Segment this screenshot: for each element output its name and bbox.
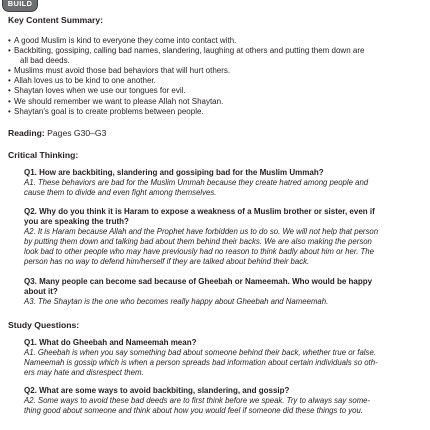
study-question-1 — [24, 338, 419, 378]
answer-line: by putting them down and talking bad about them behind their backs. We are also making the person — [24, 237, 372, 247]
question-line: about it? — [24, 287, 58, 297]
summary-bullet-text: Backbiting, gossiping, calling bad names, slandering, laughing at others and putting them down are — [14, 46, 365, 56]
answer-line: A3. The Shaytan is the one who becomes really happy about Gheebah and Nameemah. — [24, 297, 329, 307]
reading-line — [8, 128, 106, 138]
question-line: you are speaking the truth? — [24, 217, 129, 227]
critical-thinking-heading: Critical Thinking: — [8, 150, 79, 160]
answer-line: look bad to other people who may have previously had no reason to think badly about him or her. The — [24, 247, 374, 257]
critical-question-3 — [24, 277, 419, 307]
answer-line: A1. Gheebah is when you say something bad about someone behind their back, whether true or false. — [24, 348, 376, 358]
critical-question-1 — [24, 168, 419, 198]
summary-bullet: • Allah loves us to be kind to one another. — [8, 76, 423, 86]
answer-line: A2. It is Haram because Allah and the Prophet have forbidden us to do so. We will not help that person — [24, 227, 379, 237]
summary-bullet — [8, 46, 423, 66]
question-line: Q3. Many people can become sad because of Gheebah or Nameemah. Who would be happy — [24, 277, 373, 286]
summary-bullet: • We should remember we want to please Allah not Shaytan. — [8, 97, 423, 107]
answer-line: cause them to divide and even fight among themselves. — [24, 188, 217, 198]
critical-question-2 — [24, 207, 419, 267]
summary-bullet: • Shaytan loves when we use our tongues for evil. — [8, 86, 423, 96]
summary-bullet: • A good Muslim is kind to everyone they come into contact with. — [8, 36, 423, 46]
study-question-2 — [24, 386, 419, 416]
answer-line: A1. These behaviors are bad for the Muslim Ummah because they create hatred among people and — [24, 178, 369, 188]
reading-pages: Pages G30–G3 — [47, 128, 107, 138]
reading-label: Reading: — [8, 128, 45, 138]
summary-bullet: • Muslims must avoid those bad behaviors that will hurt others. — [8, 66, 423, 76]
build-tab: BUILD — [2, 0, 38, 12]
question-line: Q1. How are backbiting, slandering and gossiping bad for the Muslim Ummah? — [24, 168, 324, 177]
summary-heading: Key Content Summary: — [8, 15, 104, 25]
study-questions-heading: Study Questions: — [8, 320, 80, 330]
answer-line: A2. Some ways to avoid these bad deeds are to first think before we speak. Try to always say some- — [24, 396, 371, 406]
answer-line: thing good about someone and think about how you would feel if someone did these things to you. — [24, 406, 363, 416]
answer-line: Nameemah is gossip which is when a person spreads bad information about certain individuals so oth- — [24, 358, 378, 368]
summary-bullet: • Shaytan's goal is to create problems between people. — [8, 107, 423, 117]
summary-list — [8, 36, 423, 117]
answer-line: ers may hate and disrespect them. — [24, 368, 144, 378]
answer-line: person has no way to defend him/herself if they are talked about behind their back. — [24, 257, 310, 267]
question-line: Q2. Why do you think it is Haram to expose a weakness of a Muslim brother or sister, even if — [24, 207, 375, 216]
summary-bullet-continuation: all bad deeds. — [20, 56, 70, 66]
question-line: Q1. What do Gheebah and Nameemah mean? — [24, 338, 197, 347]
question-line: Q2. What are some ways to avoid backbiting, slandering, and gossip? — [24, 386, 290, 395]
